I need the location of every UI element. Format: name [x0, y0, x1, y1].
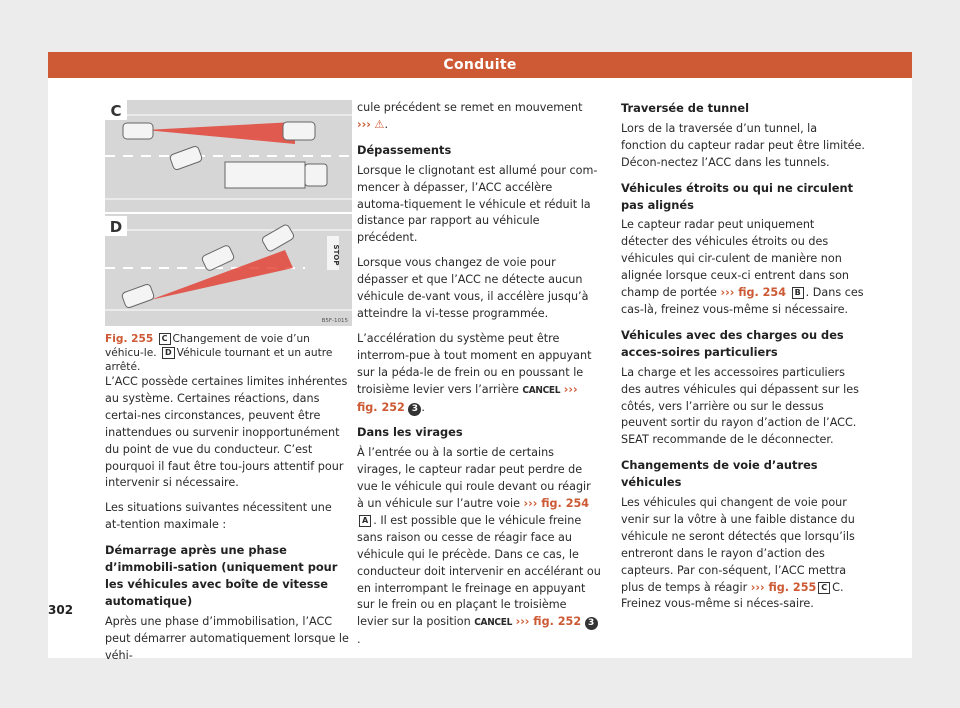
- col1-paragraph-2: Les situations suivantes nécessitent une at-tention maximale :: [105, 501, 332, 532]
- col2-text-1: cule précédent se remet en mouvement: [357, 101, 583, 114]
- figure-255: [105, 100, 352, 326]
- col3-text-2: Le capteur radar peut uniquement détecter des véhicules étroits ou des véhicules qui cir-culent de manière non alignée lorsque ceux-ci entrent dans son champ de portée: [621, 218, 850, 300]
- caption-box-c: C: [159, 333, 171, 345]
- column-1: [105, 374, 349, 673]
- col3-text-4b: C. Freinez vous-même si néces-saire.: [621, 580, 844, 611]
- col3-heading-1: Traversée de tunnel: [621, 101, 750, 115]
- stop-sign-label: STOP: [332, 244, 340, 266]
- col3-heading-4: Changements de voie d’autres véhicules: [621, 458, 818, 490]
- page-number: 302: [48, 603, 74, 617]
- col3-ref-2[interactable]: ››› fig. 255: [750, 580, 817, 594]
- col3-paragraph-3: La charge et les accessoires particuliers des autres véhicules qui dépassent sur les côtés, vers l’arrière ou sur le dessus peuvent sortir du rayon d’action de l’ACC. SEAT recommande de le déconnecter.: [621, 365, 859, 447]
- warning-icon: ⚠: [374, 117, 385, 131]
- col3-paragraph-1: Lors de la traversée d’un tunnel, la fonction du capteur radar peut être limitée. Décon-nectez l’ACC dans les tunnels.: [621, 121, 865, 169]
- col2-paragraph-3: Lorsque vous changez de voie pour dépasser et que l’ACC ne détecte aucun véhicule de-vant vous, il accélère jusqu’à atteindre la vi-tesse programmée.: [357, 256, 589, 320]
- figure-caption: [105, 332, 352, 374]
- col2-heading-1: Dépassements: [357, 142, 452, 157]
- cancel-label: CANCEL: [522, 384, 561, 396]
- panel-label-c: C: [110, 102, 122, 120]
- callout-3b: 3: [585, 617, 598, 630]
- col1-paragraph-1: L’ACC possède certaines limites inhérentes au système. Certaines réactions, dans certai-nes circonstances, peuvent être inattendues ou survenir inopportunément du point de vue du conducteur. C’est pourquoi il faut être tou-jours attentif pour intervenir si nécessaire.: [105, 375, 348, 490]
- figure-code: B5F-1015: [321, 318, 348, 324]
- box-c: C: [818, 582, 830, 594]
- col2-arrows[interactable]: ›››: [357, 117, 371, 131]
- caption-text-2: Véhicule tournant et un autre arrêté.: [105, 347, 333, 373]
- column-2: [357, 100, 601, 657]
- column-3: [621, 100, 865, 621]
- col2-heading-2: Dans les virages: [357, 425, 463, 440]
- col2-ref-2[interactable]: ››› fig. 254: [523, 497, 590, 511]
- manual-page: [48, 52, 912, 662]
- col2-text-4: L’accélération du système peut être interrom-pue à tout moment en appuyant sur la péda-le de frein ou en poussant le troisième levier vers l’arrière: [357, 331, 592, 396]
- box-a: A: [359, 515, 371, 527]
- caption-box-d: D: [162, 347, 175, 359]
- col3-heading-3: Véhicules avec des charges ou des acces-soires particuliers: [621, 327, 844, 359]
- box-b: B: [792, 287, 804, 299]
- section-header: Conduite: [48, 52, 912, 78]
- callout-3: 3: [408, 403, 421, 416]
- panel-label-d: D: [109, 218, 123, 236]
- col3-text-4: Les véhicules qui changent de voie pour venir sur la vôtre à une faible distance du véhicule ne seront détectés que lorsqu’ils entreront dans le rayon d’action des capteurs. Par con-séquent, l’ACC mettra plus de temps à réagir: [621, 496, 855, 594]
- col1-paragraph-3: Après une phase d’immobilisation, l’ACC peut démarrer automatiquement lorsque le véhi-: [105, 614, 349, 662]
- figure-illustration: [105, 100, 352, 326]
- col2-paragraph-2: Lorsque le clignotant est allumé pour com-mencer à dépasser, l’ACC accélère automa-tiquement le véhicule et réduit la distance par rapport au véhicule précédent.: [357, 163, 598, 245]
- col3-text-2b: . Dans ces cas-là, freinez vous-même si nécessaire.: [621, 286, 864, 316]
- col1-heading-1: Démarrage après une phase d’immobili-sation (uniquement pour les véhicules avec boîte de vitesse automatique): [105, 543, 338, 608]
- caption-label: Fig. 255: [105, 333, 154, 345]
- caption-text-1: Changement de voie d’un véhicu-le.: [105, 333, 310, 359]
- col2-ref-1[interactable]: ››› fig. 252: [357, 382, 578, 414]
- col2-text-6: . Il est possible que le véhicule freine sans raison ou cesse de réagir face au véhicule qui le précède. Dans ce cas, le conducteur doit intervenir en accélérant ou en interrompant le freinage en appuyant sur le frein ou en plaçant le troisième levier sur la position: [357, 513, 601, 629]
- col3-paragraph-4: [621, 495, 865, 613]
- col3-heading-2: Véhicules étroits ou qui ne circulent pas alignés: [621, 180, 854, 212]
- col2-text-5: À l’entrée ou à la sortie de certains virages, le capteur radar peut perdre de vue le véhicule qui roule devant ou réagir à un véhicule sur l’autre voie: [357, 446, 591, 511]
- col2-paragraph-1: cule précédent se remet en mouvement ››› ⚠.: [357, 101, 583, 131]
- col2-ref-3[interactable]: ››› fig. 252: [515, 615, 582, 629]
- col2-paragraph-5: À l’entrée ou à la sortie de certains virages, le capteur radar peut perdre de vue le véhicule qui roule devant ou réagir à un véhicule sur l’autre voie ››› fig. 254 A . Il est possible que le véhicule freine sans raison ou cesse de réagir face au véhicule qui le précède. Dans ce cas, le conducteur doit intervenir en accélérant ou en interrompant le freinage en appuyant sur le frein ou en plaçant le troisième levier sur la position CANCEL ››› fig. 252 3.: [357, 446, 601, 647]
- cancel-label-2: CANCEL: [474, 617, 513, 629]
- col3-paragraph-2: [621, 217, 865, 318]
- col3-ref-1[interactable]: ››› fig. 254: [720, 286, 786, 300]
- col2-paragraph-4: L’accélération du système peut être interrom-pue à tout moment en appuyant sur la péda-le de frein ou en poussant le troisième levier vers l’arrière CANCEL ››› fig. 252 3 .: [357, 331, 592, 414]
